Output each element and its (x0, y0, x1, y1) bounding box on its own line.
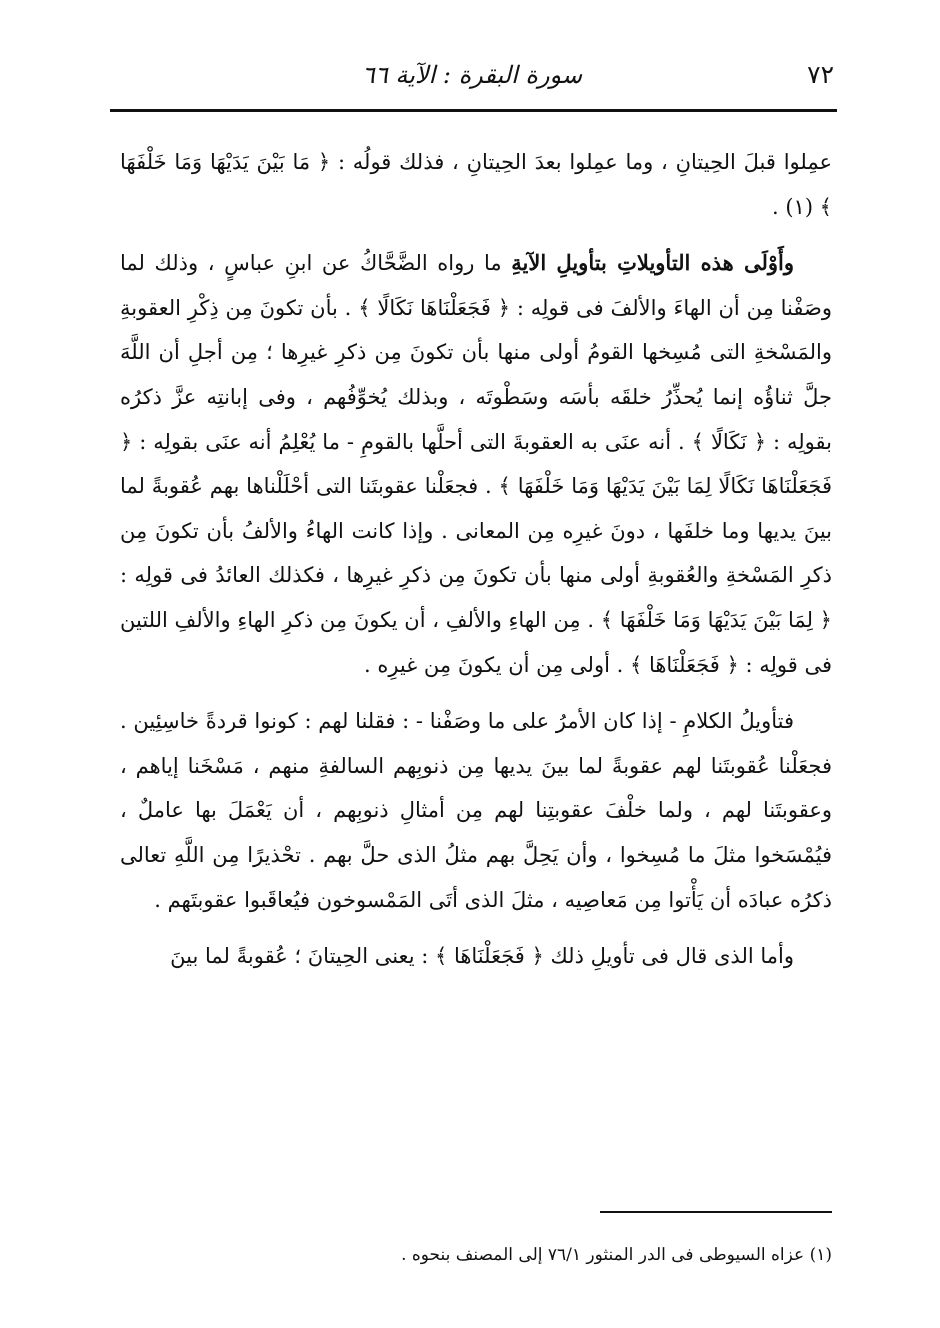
paragraph-2 (120, 241, 832, 687)
paragraph-3: فتأويلُ الكلامِ - إذا كان الأمرُ على ما وصَفْنا - : فقلنا لهم : كونوا قردةً خاسِئِين . فجعَلْنا عُقوبتَنا لهم عقوبةً لما بينَ يديها مِن ذنوبِهم السالفةِ منهم ، مَسْخَنا إياهم ، وعقوبتَنا لهم ، ولما خلْفَ عقوبتِنا لهم مِن أمثالِ ذنوبِهم ، أن يَعْمَلَ بها عاملٌ ، فيُمْسَخوا مثلَ ما مُسِخوا ، وأن يَحِلَّ بهم مثلُ الذى حلَّ بهم . تحْذيرًا مِن اللَّهِ تعالى ذكرُه عبادَه أن يَأْتوا مِن مَعاصِيه ، مثلَ الذى أتَى المَمْسوخون فيُعاقَبوا عقوبتَهم . (120, 709, 832, 912)
paragraph-2-lead: وأَوْلَى هذه التأويلاتِ بتأويلِ الآيةِ (511, 250, 794, 276)
paragraph-2-text: ما رواه الضَّحَّاكُ عن ابنِ عباسٍ ، وذلك لما وصَفْنا مِن أن الهاءَ والألفَ فى قولِه : ﴿ فَجَعَلْنَاهَا نَكَالًا ﴾ . بأن تكونَ مِن ذِكْرِ العقوبةِ والمَسْخةِ التى مُسِخها القومُ أولى منها بأن تكونَ مِن ذكرِ غيرِها ؛ مِن أجلِ أن اللَّهَ جلَّ ثناؤُه إنما يُحذِّرُ خلقَه بأسَه وسَطْوتَه ، وبذلك يُخوِّفُهم ، وفى إبانتِه عزَّ ذكرُه بقولِه : ﴿ نَكَالًا ﴾ . أنه عنَى به العقوبةَ التى أحلَّها بالقومِ - ما يُعْلِمُ أنه عنَى بقولِه : ﴿ فَجَعَلْنَاهَا نَكَالًا لِمَا بَيْنَ يَدَيْهَا وَمَا خَلْفَهَا ﴾ . فجعَلْنا عقوبتَنا التى أحْلَلْناها بهم عُقوبةً لما بينَ يديها وما خلفَها ، دونَ غيرِه مِن المعانى . وإذا كانت الهاءُ والألفُ بأن تكونَ مِن ذكرِ المَسْخةِ والعُقوبةِ أولى منها بأن تكونَ مِن ذكرِ غيرِها ، فكذلك العائدُ فى قولِه : ﴿ لِمَا بَيْنَ يَدَيْهَا وَمَا خَلْفَهَا ﴾ . مِن الهاءِ والألفِ ، أن يكونَ مِن ذكرِ الهاءِ والألفِ اللتين فى قولِه : ﴿ فَجَعَلْنَاهَا ﴾ . أولى مِن أن يكونَ مِن غيرِه . (120, 251, 832, 677)
footnote: (١) عزاه السيوطى فى الدر المنثور ٧٦/١ إلى المصنف بنحوه . (401, 1245, 832, 1265)
running-head: سورة البقرة : الآية ٦٦ (361, 61, 583, 89)
footnote-rule (600, 1211, 832, 1213)
body-text (120, 140, 832, 979)
paragraph-1: عمِلوا قبلَ الحِيتانِ ، وما عمِلوا بعدَ الحِيتانِ ، فذلك قولُه : ﴿ مَا بَيْنَ يَدَيْهَا وَمَا خَلْفَهَا ﴾ (١) . (120, 150, 832, 219)
header-rule (110, 109, 837, 112)
page-header (110, 58, 834, 92)
page-number: ٧٢ (807, 60, 834, 89)
paragraph-4: وأما الذى قال فى تأويلِ ذلك ﴿ فَجَعَلْنَاهَا ﴾ : يعنى الحِيتانَ ؛ عُقوبةً لما بينَ (170, 944, 794, 969)
